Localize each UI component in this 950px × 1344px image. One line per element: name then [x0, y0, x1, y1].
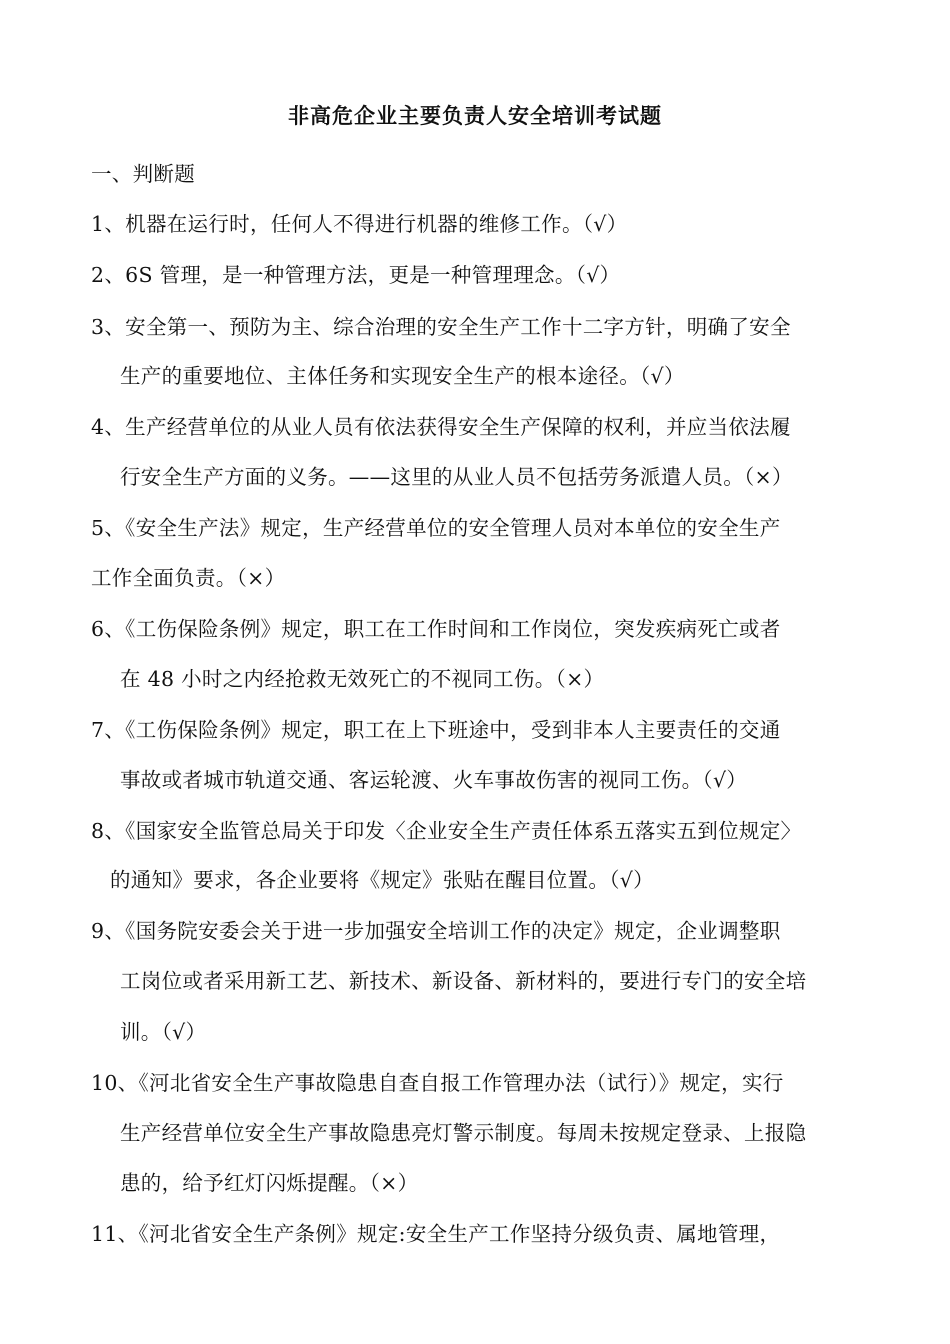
question-line: 生产的重要地位、主体任务和实现安全生产的根本途径。（√）	[120, 364, 685, 388]
question-line: 患的，给予红灯闪烁提醒。（×）	[120, 1171, 419, 1195]
section-heading: 一、判断题	[91, 162, 195, 186]
question-line: 的通知》要求，各企业要将《规定》张贴在醒目位置。（√）	[110, 868, 654, 892]
question-line: 10、《河北省安全生产事故隐患自查自报工作管理办法（试行）》规定，实行	[91, 1071, 784, 1095]
question-line: 1、机器在运行时，任何人不得进行机器的维修工作。（√）	[91, 212, 628, 236]
question-line: 行安全生产方面的义务。——这里的从业人员不包括劳务派遣人员。（×）	[120, 465, 793, 489]
question-line: 训。（√）	[120, 1020, 207, 1044]
question-line: 2、6S 管理，是一种管理方法，更是一种管理理念。（√）	[91, 263, 621, 287]
question-line: 生产经营单位安全生产事故隐患亮灯警示制度。每周未按规定登录、上报隐	[120, 1121, 807, 1145]
question-line: 9、《国务院安委会关于进一步加强安全培训工作的决定》规定，企业调整职	[91, 919, 781, 943]
question-line: 在 48 小时之内经抢救无效死亡的不视同工伤。（×）	[120, 667, 605, 691]
question-line: 7、《工伤保险条例》规定，职工在上下班途中，受到非本人主要责任的交通	[91, 718, 781, 742]
question-line: 4、生产经营单位的从业人员有依法获得安全生产保障的权利，并应当依法履	[91, 415, 791, 439]
page-title: 非高危企业主要负责人安全培训考试题	[288, 104, 662, 128]
question-line: 事故或者城市轨道交通、客运轮渡、火车事故伤害的视同工伤。（√）	[120, 768, 748, 792]
question-line: 3、安全第一、预防为主、综合治理的安全生产工作十二字方针，明确了安全	[91, 315, 791, 339]
question-line: 6、《工伤保险条例》规定，职工在工作时间和工作岗位，突发疾病死亡或者	[91, 617, 781, 641]
question-line: 8、《国家安全监管总局关于印发〈企业安全生产责任体系五落实五到位规定〉	[91, 819, 802, 843]
question-line: 11、《河北省安全生产条例》规定:安全生产工作坚持分级负责、属地管理，	[91, 1222, 781, 1246]
question-line: 5、《安全生产法》规定，生产经营单位的安全管理人员对本单位的安全生产	[91, 516, 781, 540]
question-line: 工岗位或者采用新工艺、新技术、新设备、新材料的，要进行专门的安全培	[120, 969, 807, 993]
question-line: 工作全面负责。（×）	[91, 566, 286, 590]
